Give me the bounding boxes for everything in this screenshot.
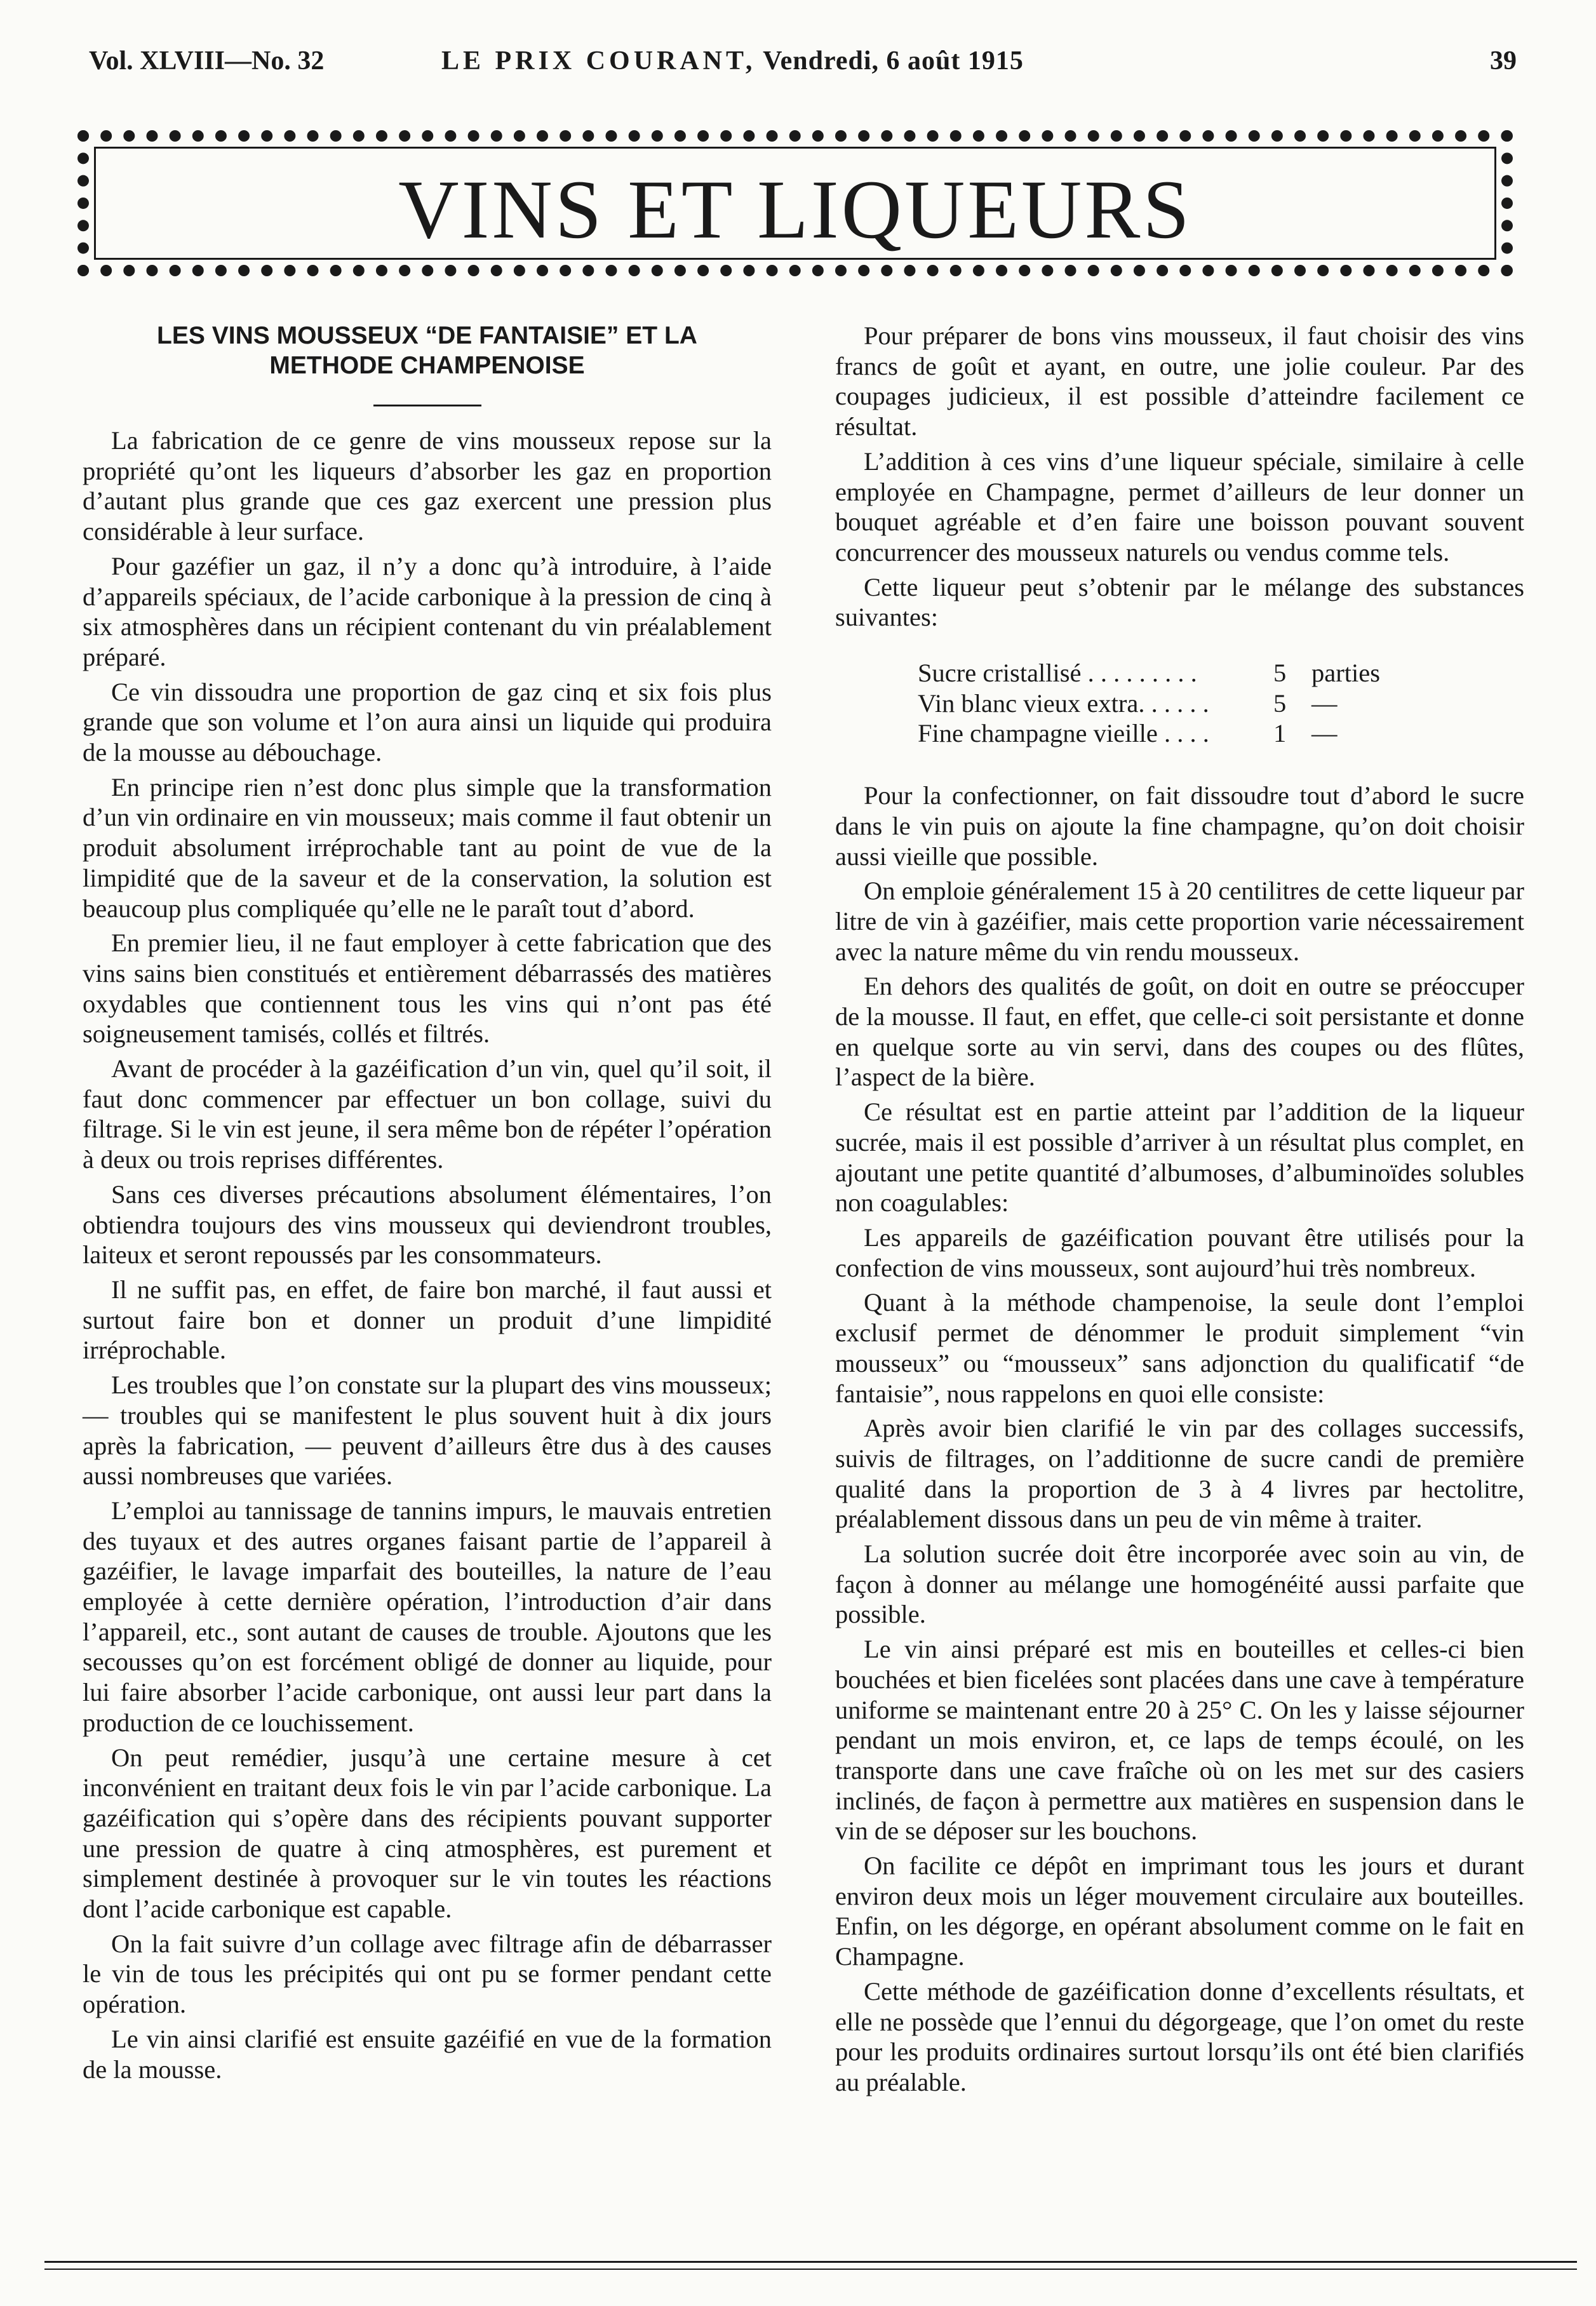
recipe-table [918,658,1419,749]
article-paragraph: Pour la confectionner, on fait dissoudre tout d’abord le sucre dans le vin puis on ajoute la fine champagne, qu’on doit choisir aussi vieille que possible. [835,781,1524,871]
right-column-body-top [835,321,1524,633]
article-paragraph: En dehors des qualités de goût, on doit en outre se préoccuper de la mousse. Il faut, en effet, que celle-ci soit persistante et donne en quelque sorte au vin servi, dans des coupes ou des flûtes, l’aspect de la bière. [835,972,1524,1092]
article-paragraph: Ce résultat est en partie atteint par l’addition de la liqueur sucrée, mais il est possible d’arriver à un résultat plus complet, en ajoutant une petite quantité d’albumoses, d’albuminoïdes solubles non coagulables: [835,1097,1524,1217]
recipe-quantity: 5 [1273,688,1287,718]
article-paragraph: Pour préparer de bons vins mousseux, il faut choisir des vins francs de goût et ayant, en outre, une jolie couleur. Par des coupages judicieux, il est possible d’atteindre facilement ce résultat. [835,321,1524,441]
volume-number: Vol. XLVIII—No. 32 [89,46,325,76]
recipe-unit: parties [1311,659,1380,688]
publication-name: LE PRIX COURANT, [441,46,756,76]
left-column [83,321,772,2084]
page-number: 39 [1490,46,1517,76]
publication-line [441,46,1024,76]
article-paragraph: Après avoir bien clarifié le vin par des collages successifs, suivis de filtrages, on l’additionne de sucre candi de première qualité dans la proportion de 3 à 4 livres par hectolitre, préalablement dissous dans un peu de vin même à traiter. [835,1414,1524,1534]
recipe-row [918,718,1419,749]
article-paragraph: Sans ces diverses précautions absolument élémentaires, l’on obtiendra toujours des vins mousseux qui deviendront troubles, laiteux et seront repoussés par les consommateurs. [83,1179,772,1270]
article-paragraph: La fabrication de ce genre de vins mousseux repose sur la propriété qu’ont les liqueurs d’absorber les gaz en proportion d’autant plus grande que ces gaz exercent une pression plus considérable à leur surface. [83,426,772,546]
article-paragraph: Le vin ainsi clarifié est ensuite gazéifié en vue de la formation de la mousse. [83,2024,772,2084]
article-paragraph: On la fait suivre d’un collage avec filtrage afin de débarrasser le vin de tous les précipités qui ont pu se former pendant cette opération. [83,1929,772,2019]
recipe-ingredient: Sucre cristallisé . . . . . . . . . [918,659,1197,688]
recipe-row [918,688,1419,719]
article-paragraph: Les troubles que l’on constate sur la plupart des vins mousseux; — troubles qui se manifestent le plus souvent huit à dix jours après la fabrication, — peuvent d’ailleurs être dus à des causes aussi nombreuses que variées. [83,1371,772,1491]
section-banner [77,130,1513,276]
article-paragraph: En premier lieu, il ne faut employer à cette fabrication que des vins sains bien constitués et entièrement débarrassés des matières oxydables que contiennent tous les vins qui n’ont pas été soigneusement tamisés, collés et filtrés. [83,928,772,1049]
running-header [89,46,1517,84]
article-paragraph: Cette méthode de gazéification donne d’excellents résultats, et elle ne possède que l’ennui du dégorgeage, que l’on omet du reste pour les produits ordinaires surtout lorsqu’ils ont été bien clarifiés au préalable. [835,1976,1524,2096]
recipe-row [918,658,1419,688]
article-paragraph: On emploie généralement 15 à 20 centilitres de cette liqueur par litre de vin à gazéifier, mais cette proportion varie nécessairement avec la nature même du vin rendu mousseux. [835,876,1524,966]
article-paragraph: On peut remédier, jusqu’à une certaine mesure à cet inconvénient en traitant deux fois le vin par l’acide carbonique. La gazéification qui s’opère dans des récipients pouvant supporter une pression de quatre à cinq atmosphères, est purement et simplement destinée à provoquer sur le vin toutes les réactions dont l’acide carbonique est capable. [83,1743,772,1924]
article-paragraph: L’emploi au tannissage de tannins impurs, le mauvais entretien des tuyaux et des autres organes faisant partie de l’appareil à gazéifier, le lavage imparfait des bouteilles, la nature de l’eau employée à cette dernière opération, l’introduction d’air dans l’appareil, etc., sont autant de causes de trouble. Ajoutons que les secousses qu’on est forcément obligé de donner au liquide, pour lui faire absorber l’acide carbonique, ont aussi leur part dans la production de ce louchissement. [83,1496,772,1737]
article-title: LES VINS MOUSSEUX “DE FANTAISIE” ET LA METHODE CHAMPENOISE [157,322,697,379]
issue-date: Vendredi, 6 août 1915 [763,46,1024,76]
article-paragraph: On facilite ce dépôt en imprimant tous les jours et durant environ deux mois un léger mouvement circulaire aux bouteilles. Enfin, on les dégorge, en opérant absolument comme on le fait en Champagne. [835,1851,1524,1971]
title-divider [373,405,481,406]
footer-rule-secondary [44,2269,1577,2270]
article-paragraph: Ce vin dissoudra une proportion de gaz cinq et six fois plus grande que son volume et l’on aura ainsi un liquide qui produira de la mousse au débouchage. [83,677,772,767]
article-paragraph: La solution sucrée doit être incorporée avec soin au vin, de façon à donner au mélange une homogénéité aussi parfaite que possible. [835,1539,1524,1629]
article-paragraph: En principe rien n’est donc plus simple que la transformation d’un vin ordinaire en vin mousseux; mais comme il faut obtenir un produit absolument irréprochable tant au point de vue de la limpidité que de la saveur et de la conservation, la solution est beaucoup plus compliquée qu’elle ne le paraît tout d’abord. [83,772,772,923]
recipe-quantity: 5 [1273,659,1287,688]
article-paragraph: Pour gazéfier un gaz, il n’y a donc qu’à introduire, à l’aide d’appareils spéciaux, de l’acide carbonique à la pression de cinq à six atmosphères dans un récipient contenant du vin préalablement préparé. [83,551,772,671]
article-paragraph: L’addition à ces vins d’une liqueur spéciale, similaire à celle employée en Champagne, permet d’ailleurs de leur donner un bouquet agréable et d’en faire une boisson pouvant souvent concurrencer des mousseux naturels ou vendus comme tels. [835,446,1524,566]
article-paragraph: Les appareils de gazéification pouvant être utilisés pour la confection de vins mousseux, sont aujourd’hui très nombreux. [835,1223,1524,1282]
article-paragraph: Avant de procéder à la gazéification d’un vin, quel qu’il soit, il faut donc commencer par effectuer un bon collage, suivi du filtrage. Si le vin est jeune, il sera même bon de répéter l’opération à deux ou trois reprises différentes. [83,1054,772,1174]
right-column-body-bottom [835,781,1524,2098]
article-paragraph: Quant à la méthode champenoise, la seule dont l’emploi exclusif permet de dénommer le produit simplement “vin mousseux” ou “mousseux” sans adjonction du qualificatif “de fantaisie”, nous rappelons en quoi elle consiste: [835,1288,1524,1408]
right-column [835,321,1524,2098]
article-paragraph: Cette liqueur peut s’obtenir par le mélange des substances suivantes: [835,572,1524,632]
left-column-body [83,426,772,2084]
recipe-quantity: 1 [1273,719,1287,748]
section-title: VINS ET LIQUEURS [398,163,1192,256]
article-paragraph: Le vin ainsi préparé est mis en bouteilles et celles-ci bien bouchées et bien ficelées sont placées dans une cave à température uniforme se maintenant entre 20 à 25° C. On les y laisse séjourner pendant un mois environ, et, ce laps de temps écoulé, on les transporte dans une cave fraîche où on les met sur des casiers inclinés, de façon à permettre aux matières en suspension dans le vin de se déposer sur les bouchons. [835,1635,1524,1846]
footer-rule [44,2261,1577,2263]
article-paragraph: Il ne suffit pas, en effet, de faire bon marché, il faut aussi et surtout faire bon et donner un produit d’une limpidité irréprochable. [83,1275,772,1365]
recipe-unit: — [1311,688,1338,718]
recipe-ingredient: Fine champagne vieille . . . . [918,719,1209,748]
recipe-unit: — [1311,719,1338,748]
recipe-ingredient: Vin blanc vieux extra. . . . . . [918,688,1209,718]
